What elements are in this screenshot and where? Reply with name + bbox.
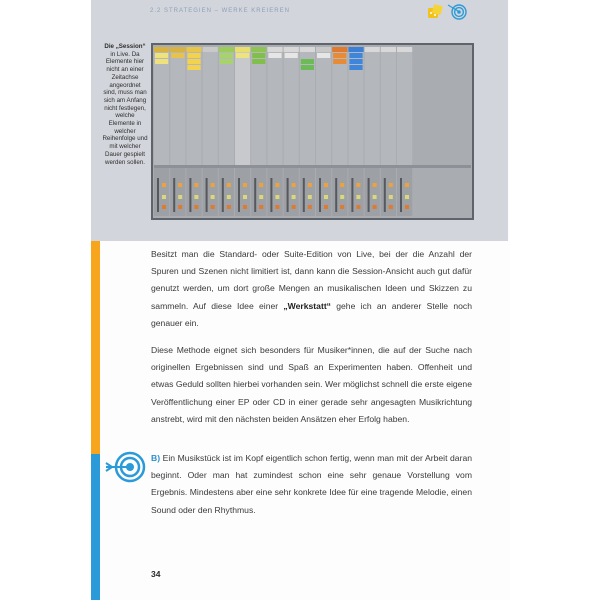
fader-track	[351, 178, 353, 212]
arm-button	[178, 205, 182, 209]
p1-text-after: gehe ich an anderer Stelle noch genauer ein.	[151, 300, 472, 328]
mixer-strip	[332, 168, 347, 216]
paragraph-2: Diese Methode eignet sich besonders für Musiker*innen, die auf der Suche nach originellen Ergebnissen sind und Spaß an Experimenten haben. Offenheit und etwas Geduld sollten hierbei vorhanden sein. Wer möglichst schnell die erste eigene Veröffentlichung einer EP oder CD in einer gerade sehr angesagten Musikrichtung anstrebt, wird mit den nächsten beiden Ansätzen eher Erfolg haben.	[151, 345, 472, 424]
track-header	[300, 47, 315, 52]
header-icons	[426, 2, 470, 22]
mixer-strip	[251, 168, 266, 216]
clip-slot	[155, 53, 168, 58]
arm-button	[373, 205, 377, 209]
track-column	[332, 47, 347, 165]
blue-margin-bar	[91, 454, 100, 600]
track-header	[332, 47, 347, 52]
track-column	[316, 47, 331, 165]
mixer-strip	[170, 168, 185, 216]
track-column	[365, 47, 380, 165]
solo-button	[178, 195, 182, 199]
fader-track	[287, 178, 289, 212]
track-activator	[340, 183, 344, 187]
fader-track	[254, 178, 256, 212]
mixer-strip	[219, 168, 234, 216]
page-number: 34	[151, 569, 161, 579]
clip-slot	[187, 59, 200, 64]
clip-slot	[155, 59, 168, 64]
fader-track	[384, 178, 386, 212]
solo-button	[243, 195, 247, 199]
fader-track	[303, 178, 305, 212]
fader-track	[189, 178, 191, 212]
track-header	[397, 47, 412, 52]
track-activator	[194, 183, 198, 187]
solo-button	[194, 195, 198, 199]
caption-text: in Live. Da Elemente hier nicht an einer Zeitachse angeordnet sind, muss man sich am Anfang nicht festlegen, welche Elemente in welcher Reihenfolge und mit welcher Dauer gespielt werden sollen.	[102, 50, 148, 166]
track-activator	[178, 183, 182, 187]
track-header	[381, 47, 396, 52]
clip-slot	[317, 53, 330, 58]
arm-button	[194, 205, 198, 209]
clip-slot	[268, 53, 281, 58]
arm-button	[340, 205, 344, 209]
track-header	[203, 47, 218, 52]
track-header	[348, 47, 363, 52]
fader-track	[173, 178, 175, 212]
solo-button	[211, 195, 215, 199]
mixer-strip	[365, 168, 380, 216]
clip-slot	[220, 53, 233, 58]
track-column	[154, 47, 169, 165]
solo-button	[259, 195, 263, 199]
clip-slot	[301, 59, 314, 64]
solo-button	[389, 195, 393, 199]
fader-track	[157, 178, 159, 212]
arm-button	[405, 205, 409, 209]
arm-button	[324, 205, 328, 209]
running-head: 2.2 STRATEGIEN – WERKE KREIEREN	[150, 8, 290, 14]
arm-button	[356, 205, 360, 209]
figure-caption	[102, 43, 148, 166]
clip-slot	[252, 53, 265, 58]
track-column	[219, 47, 234, 165]
track-header	[284, 47, 299, 52]
mixer-strip	[186, 168, 201, 216]
track-header	[267, 47, 282, 52]
orange-margin-bar	[91, 241, 100, 454]
fader-track	[270, 178, 272, 212]
caption-bold: Die „Session“	[104, 43, 146, 50]
arm-button	[308, 205, 312, 209]
clip-slot	[285, 53, 298, 58]
clip-slot	[333, 53, 346, 58]
mixer-strip	[284, 168, 299, 216]
track-activator	[308, 183, 312, 187]
fader-track	[238, 178, 240, 212]
track-column	[186, 47, 201, 165]
solo-button	[308, 195, 312, 199]
track-column	[300, 47, 315, 165]
arm-button	[227, 205, 231, 209]
solo-button	[405, 195, 409, 199]
track-activator	[259, 183, 263, 187]
track-activator	[275, 183, 279, 187]
track-column	[251, 47, 266, 165]
arm-button	[259, 205, 263, 209]
track-header	[154, 47, 169, 52]
solo-button	[340, 195, 344, 199]
track-column	[348, 47, 363, 165]
fader-track	[319, 178, 321, 212]
session-view-screenshot	[151, 43, 474, 220]
track-activator	[292, 183, 296, 187]
solo-button	[275, 195, 279, 199]
clip-slot	[349, 59, 362, 64]
clip-slot	[171, 53, 184, 58]
clip-slot	[187, 53, 200, 58]
arm-button	[211, 205, 215, 209]
track-activator	[324, 183, 328, 187]
arm-button	[275, 205, 279, 209]
track-header	[235, 47, 250, 52]
track-activator	[389, 183, 393, 187]
track-column	[381, 47, 396, 165]
solo-button	[356, 195, 360, 199]
arm-button	[243, 205, 247, 209]
clip-slot	[236, 53, 249, 58]
clip-slot	[301, 65, 314, 70]
mixer-strip	[154, 168, 169, 216]
track-activator	[243, 183, 247, 187]
clip-slot	[187, 65, 200, 70]
mixer-strip	[381, 168, 396, 216]
track-header	[170, 47, 185, 52]
clip-slot	[252, 59, 265, 64]
track-activator	[405, 183, 409, 187]
track-activator	[211, 183, 215, 187]
p1-bold-term: „Werkstatt“	[283, 300, 331, 311]
mixer-strip	[267, 168, 282, 216]
target-icon	[104, 443, 152, 491]
solo-button	[373, 195, 377, 199]
fader-track	[206, 178, 208, 212]
mixer-strip	[348, 168, 363, 216]
paragraph-3	[151, 450, 472, 519]
fader-track	[222, 178, 224, 212]
p1-text-before: Besitzt man die Standard- oder Suite-Edition von Live, bei der die Anzahl der Spuren und Szenen nicht limitiert ist, dann kann die Session-Ansicht auch gut dafür genutzt werden, um dort große Mengen an musikalischen Ideen und Skizzen zu sammeln. Auf diese Idee einer	[151, 249, 472, 311]
clip-slot	[349, 65, 362, 70]
mixer-strip	[235, 168, 250, 216]
track-activator	[162, 183, 166, 187]
fader-track	[400, 178, 402, 212]
fader-track	[368, 178, 370, 212]
clip-slot	[333, 59, 346, 64]
target-small-icon	[448, 5, 466, 19]
track-activator	[356, 183, 360, 187]
track-column	[267, 47, 282, 165]
clip-slot	[349, 53, 362, 58]
track-header	[186, 47, 201, 52]
track-header	[365, 47, 380, 52]
mixer-divider	[154, 165, 471, 168]
p3-text: Ein Musikstück ist im Kopf eigentlich schon fertig, wenn man mit der Arbeit daran beginnt. Oder man hat zumindest schon eine sehr genaue Vorstellung vom Ergebnis. Mindestens aber eine sehr konkrete Idee für eine tragende Melodie, einen Sound oder den Rhythmus.	[151, 453, 472, 515]
solo-button	[292, 195, 296, 199]
track-column	[397, 47, 412, 165]
track-column	[235, 47, 250, 165]
clip-slot	[220, 59, 233, 64]
arm-button	[389, 205, 393, 209]
solo-button	[162, 195, 166, 199]
track-activator	[227, 183, 231, 187]
solo-button	[324, 195, 328, 199]
mixer-strip	[316, 168, 331, 216]
mixer-strip	[300, 168, 315, 216]
dice-icon	[428, 4, 443, 18]
fader-track	[335, 178, 337, 212]
track-header	[219, 47, 234, 52]
mixer-strip	[397, 168, 412, 216]
section-label-b: B)	[151, 453, 161, 463]
arm-button	[292, 205, 296, 209]
arm-button	[162, 205, 166, 209]
solo-button	[227, 195, 231, 199]
track-header	[316, 47, 331, 52]
paragraph-1	[151, 246, 472, 332]
track-column	[284, 47, 299, 165]
mixer-strip	[203, 168, 218, 216]
track-column	[203, 47, 218, 165]
track-activator	[373, 183, 377, 187]
track-column	[170, 47, 185, 165]
track-header	[251, 47, 266, 52]
